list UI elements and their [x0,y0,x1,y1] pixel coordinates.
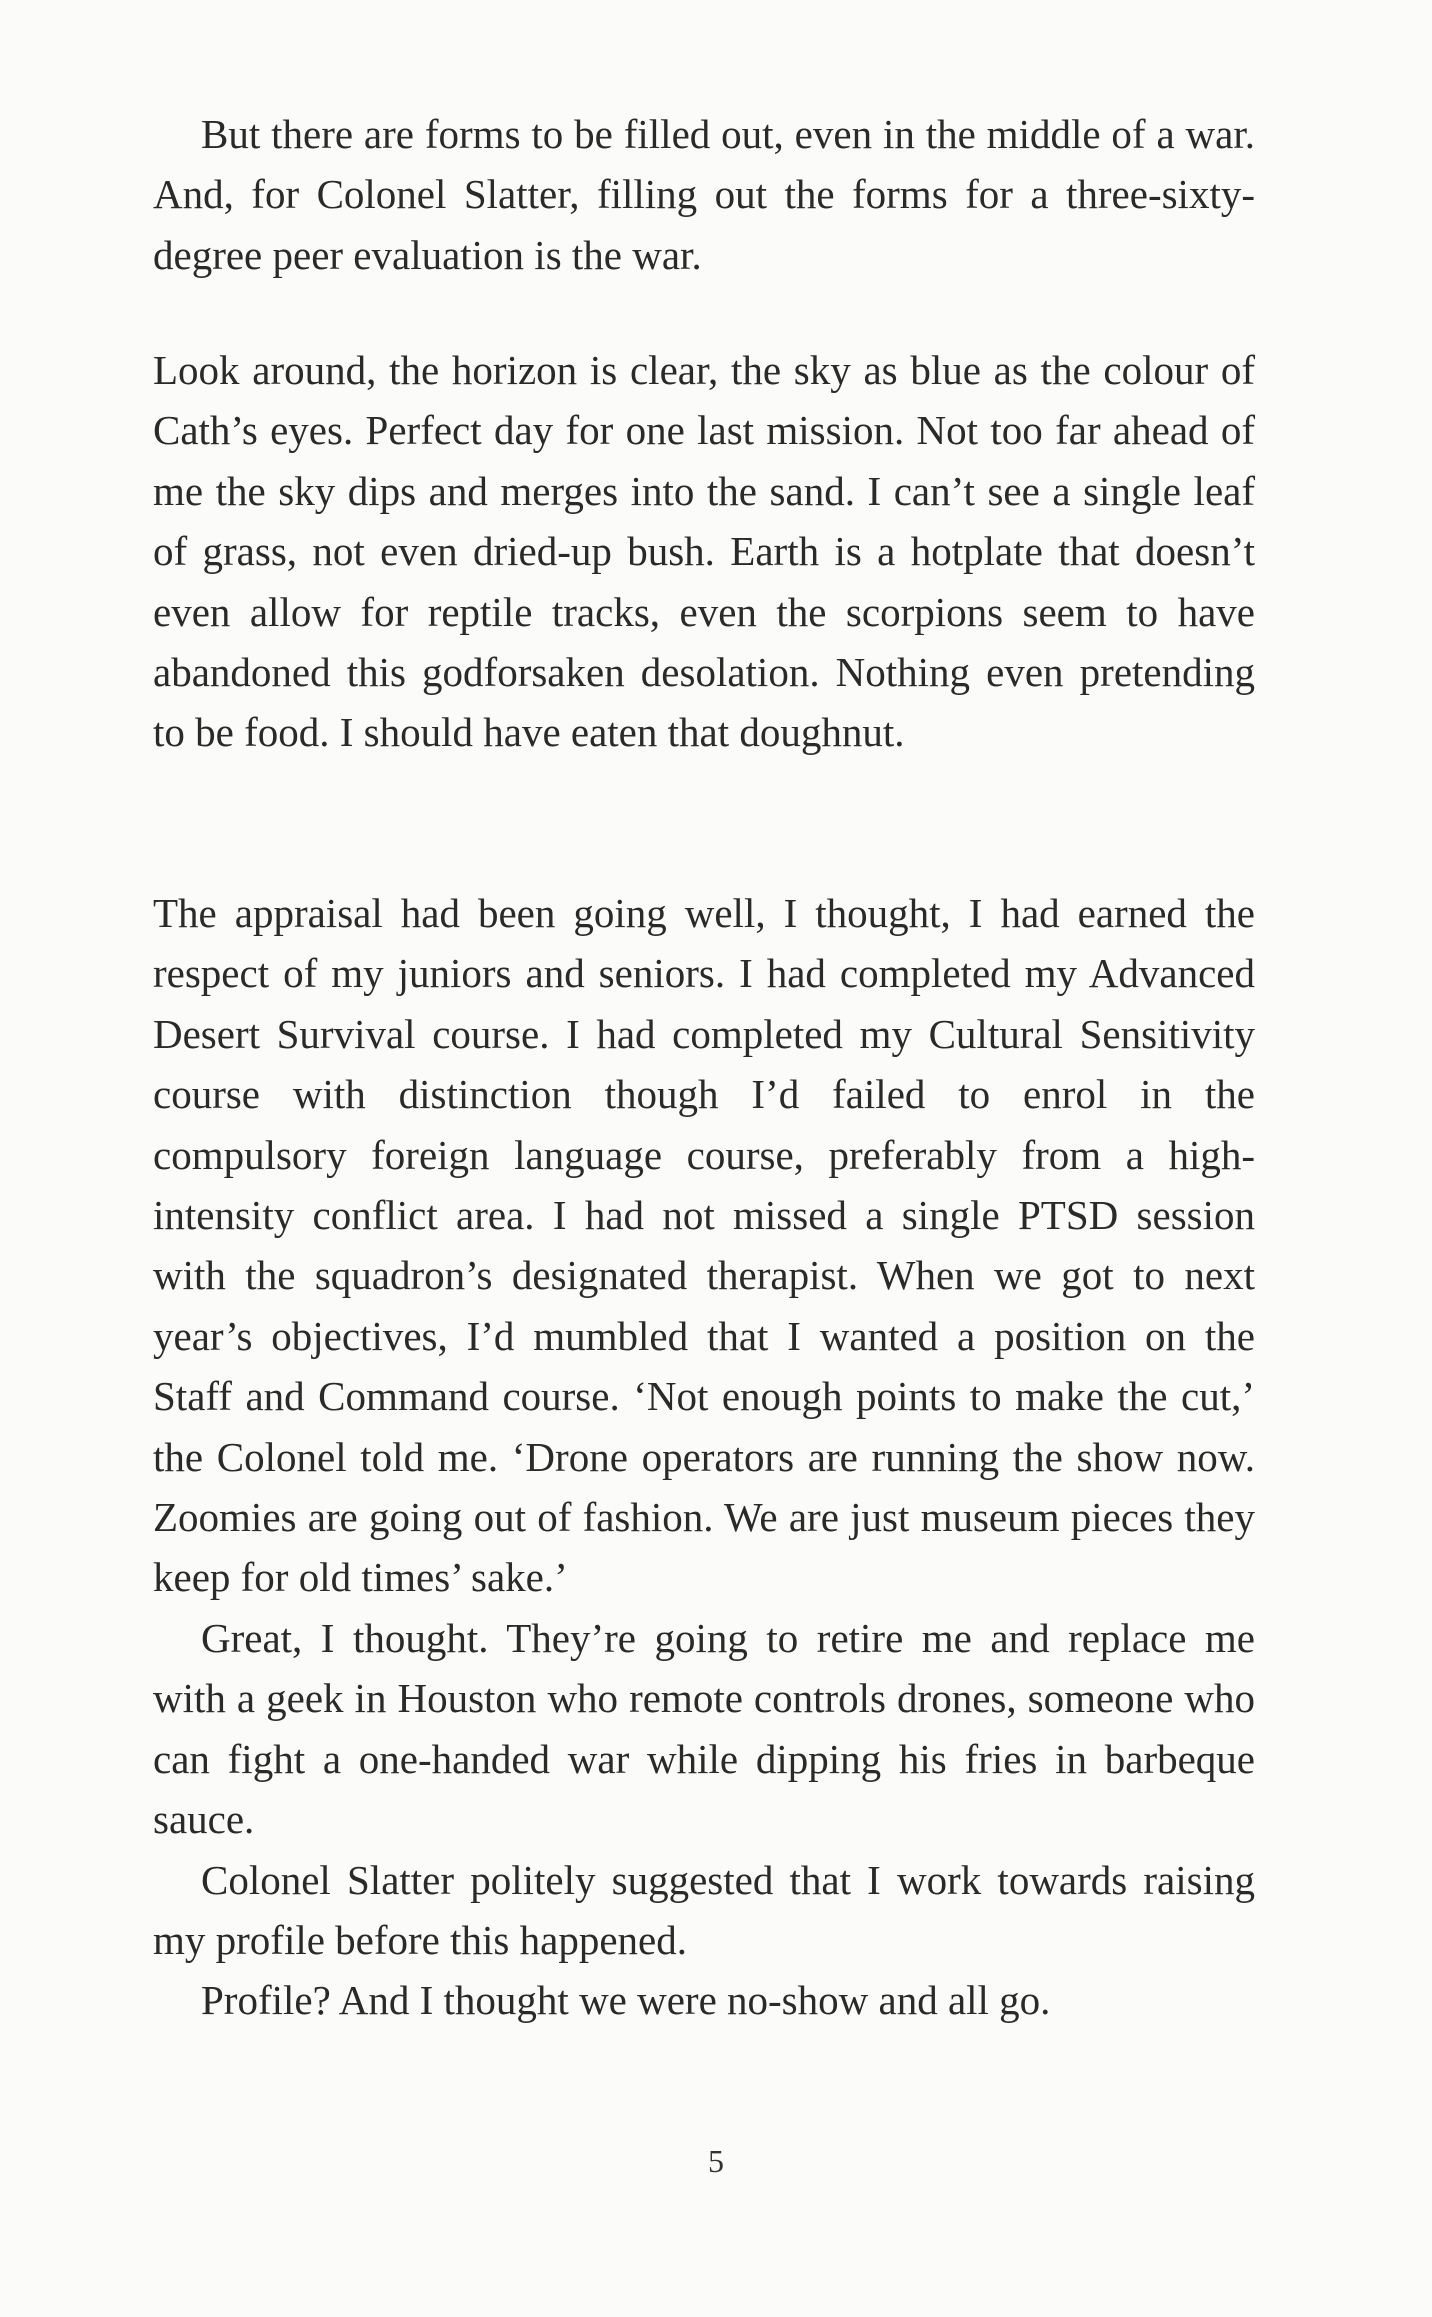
paragraph-horizon: Look around, the horizon is clear, the sky as blue as the colour of Cath’s eyes. Perfect day for one last mission. Not too far ahead of me the sky dips and merges into the sand. I can’t see a single leaf of grass, not even dried-up bush. Earth is a hotplate that doesn’t even allow for reptile tracks, even the scorpions seem to have abandoned this godforsaken desolation. Nothing even pretending to be food. I should have eaten that doughnut. [153,347,1255,756]
section-2 [153,340,1255,763]
page-number: 5 [708,2143,724,2179]
paragraph-forms: But there are forms to be filled out, even in the middle of a war. And, for Colonel Slatter, filling out the forms for a three-sixty-degree peer evaluation is the war. [153,111,1255,278]
section-3 [153,883,1255,2031]
paragraph-great: Great, I thought. They’re going to retire me and replace me with a geek in Houston who remote controls drones, someone who can fight a one-handed war while dipping his fries in barbeque sauce. [153,1614,1255,1843]
paragraph-appraisal: The appraisal had been going well, I thought, I had earned the respect of my juniors and seniors. I had completed my Advanced Desert Survival course. I had completed my Cultural Sensitivity course with distinction though I’d failed to enrol in the compulsory foreign language course, preferably from a high-intensity conflict area. I had not missed a single PTSD session with the squadron’s designated therapist. When we got to next year’s objectives, I’d mumbled that I wanted a position on the Staff and Command course. ‘Not enough points to make the cut,’ the Colonel told me. ‘Drone operators are running the show now. Zoomies are going out of fashion. We are just museum pieces they keep for old times’ sake.’ [153,890,1255,1601]
paragraph-slatter: Colonel Slatter politely suggested that I work towards raising my profile before this happened. [153,1856,1255,1963]
paragraph-profile: Profile? And I thought we were no-show and all go. [201,1977,1051,2024]
section-1 [153,104,1255,285]
